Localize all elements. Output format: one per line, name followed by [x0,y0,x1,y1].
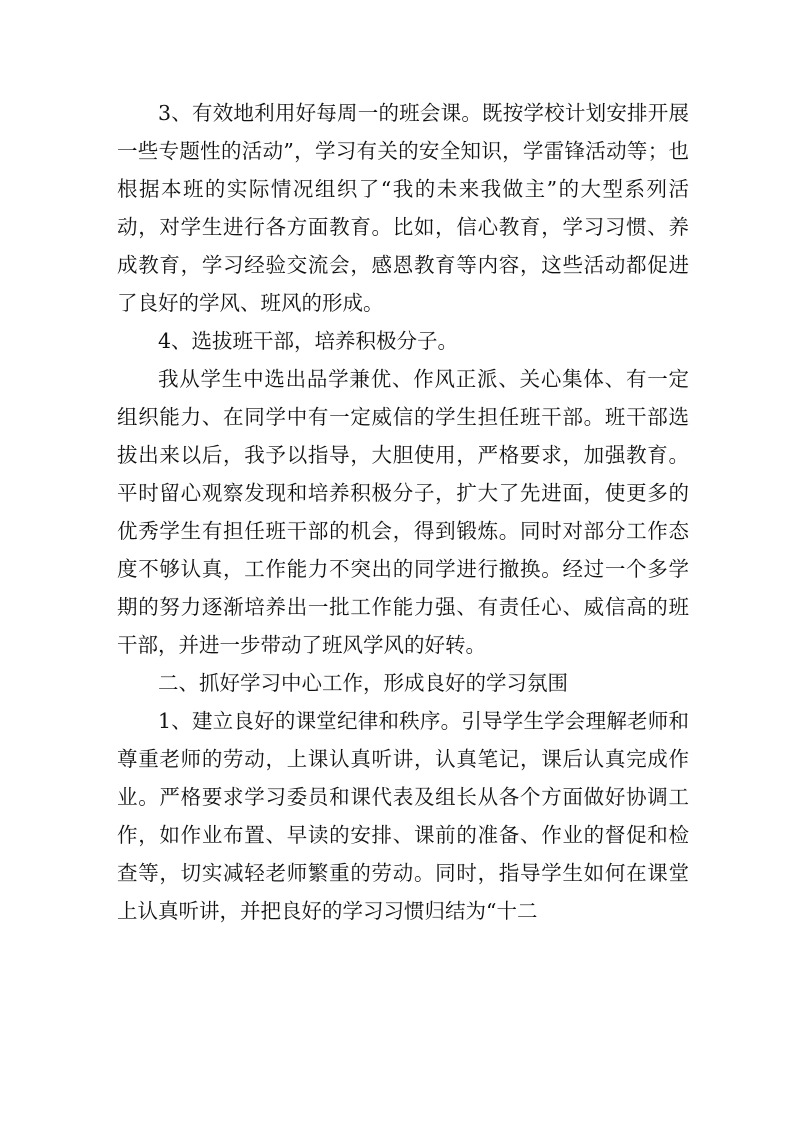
paragraph-select-cadres-heading: 4、选拔班干部，培养积极分子。 [158,329,459,353]
document-body [117,94,689,930]
section-heading-learning: 二、抓好学习中心工作，形成良好的学习氛围 [158,671,568,695]
paragraph-select-cadres-body: 我从学生中选出品学兼优、作风正派、关心集体、有一定组织能力、在同学中有一定威信的学生担任班干部。班干部选拔出来以后，我予以指导，大胆使用，严格要求，加强教育。平时留心观察发现和培养积极分子，扩大了先进面，使更多的优秀学生有担任班干部的机会，得到锻炼。同时对部分工作态度不够认真，工作能力不突出的同学进行撤换。经过一个多学期的努力逐渐培养出一批工作能力强、有责任心、威信高的班干部，并进一步带动了班风学风的好转。 [117,367,689,657]
paragraph-classroom-discipline: 1、建立良好的课堂纪律和秩序。引导学生学会理解老师和尊重老师的劳动，上课认真听讲，认真笔记，课后认真完成作业。严格要求学习委员和课代表及组长从各个方面做好协调工作，如作业布置、早读的安排、课前的准备、作业的督促和检查等，切实减轻老师繁重的劳动。同时，指导学生如何在课堂上认真听讲，并把良好的学习习惯归结为“十二 [117,709,689,923]
paragraph-class-meeting: 3、有效地利用好每周一的班会课。既按学校计划安排开展一些专题性的活动”，学习有关的安全知识，学雷锋活动等；也根据本班的实际情况组织了“我的未来我做主”的大型系列活动，对学生进行各方面教育。比如，信心教育，学习习惯、养成教育，学习经验交流会，感恩教育等内容，这些活动都促进了良好的学风、班风的形成。 [117,101,689,315]
